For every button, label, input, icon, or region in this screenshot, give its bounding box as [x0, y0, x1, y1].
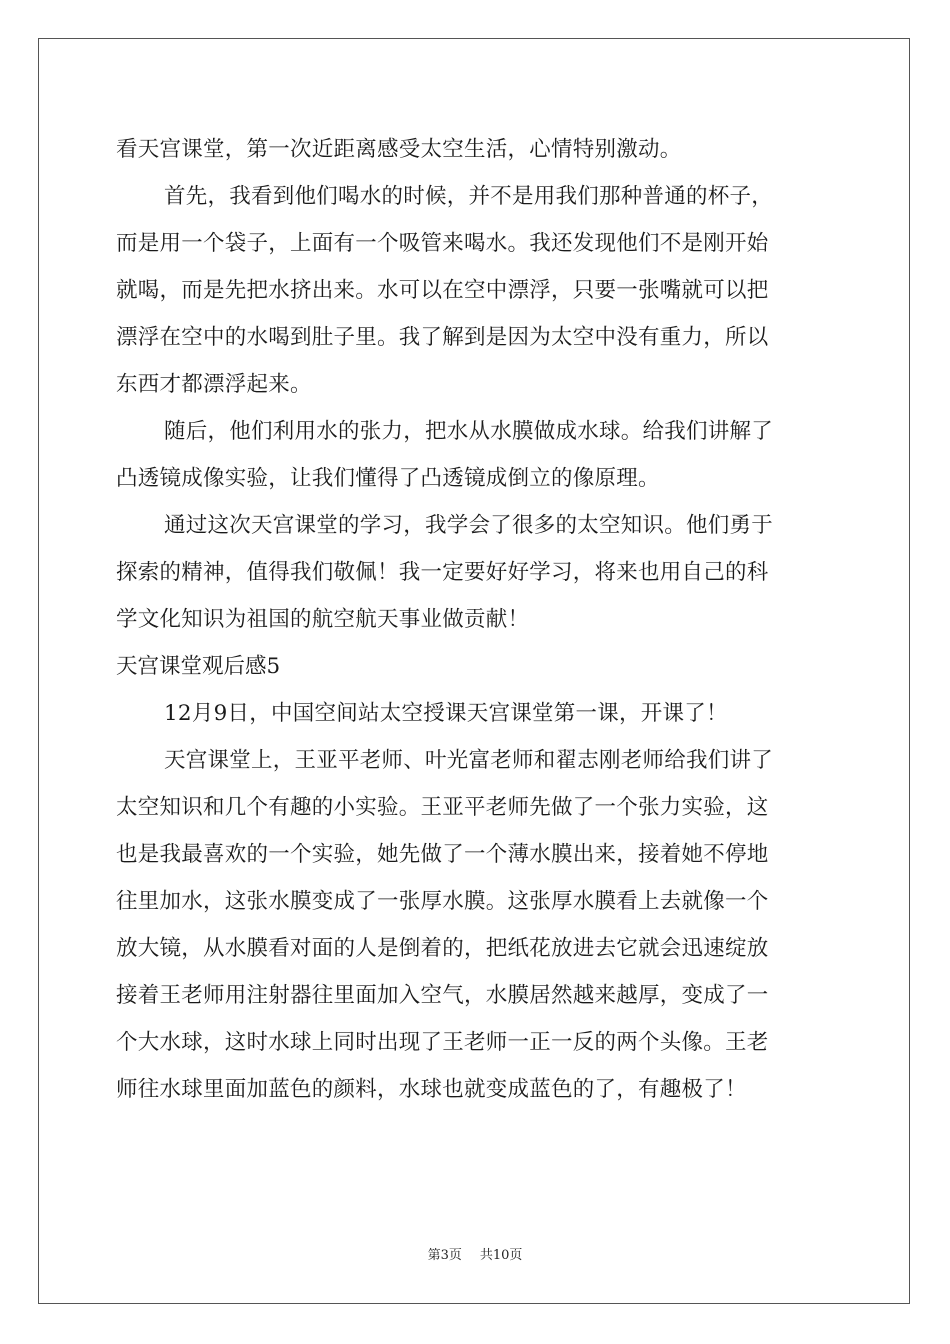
text-line: 也是我最喜欢的一个实验，她先做了一个薄水膜出来，接着她不停地 — [116, 842, 769, 867]
text-line: 漂浮在空中的水喝到肚子里。我了解到是因为太空中没有重力，所以 — [116, 325, 769, 350]
text-line: 往里加水，这张水膜变成了一张厚水膜。这张厚水膜看上去就像一个 — [116, 889, 769, 914]
text-line: 太空知识和几个有趣的小实验。王亚平老师先做了一个张力实验，这 — [116, 795, 769, 820]
page-number: 第3页 — [427, 1248, 462, 1263]
text-line: 看天宫课堂，第一次近距离感受太空生活，心情特别激动。 — [116, 137, 682, 162]
text-line: 东西才都漂浮起来。 — [116, 372, 312, 397]
total-pages: 共10页 — [479, 1248, 523, 1263]
section-heading: 天宫课堂观后感5 — [116, 654, 281, 679]
text-line: 探索的精神，值得我们敬佩！我一定要好好学习，将来也用自己的科 — [116, 560, 769, 585]
text-line: 师往水球里面加蓝色的颜料，水球也就变成蓝色的了，有趣极了！ — [116, 1077, 747, 1102]
text-line: 随后，他们利用水的张力，把水从水膜做成水球。给我们讲解了 — [164, 419, 774, 444]
text-line: 通过这次天宫课堂的学习，我学会了很多的太空知识。他们勇于 — [164, 513, 774, 538]
page-footer — [0, 1244, 950, 1263]
text-line: 首先，我看到他们喝水的时候，并不是用我们那种普通的杯子， — [164, 184, 774, 209]
text-line: 放大镜，从水膜看对面的人是倒着的，把纸花放进去它就会迅速绽放 — [116, 936, 769, 961]
text-line: 接着王老师用注射器往里面加入空气，水膜居然越来越厚，变成了一 — [116, 983, 769, 1008]
text-line: 凸透镜成像实验，让我们懂得了凸透镜成倒立的像原理。 — [116, 466, 660, 491]
text-line: 天宫课堂上，王亚平老师、叶光富老师和翟志刚老师给我们讲了 — [164, 748, 774, 773]
document-body — [116, 126, 836, 1113]
text-line: 12月9日，中国空间站太空授课天宫课堂第一课，开课了！ — [164, 701, 728, 726]
text-line: 而是用一个袋子，上面有一个吸管来喝水。我还发现他们不是刚开始 — [116, 231, 769, 256]
text-line: 就喝，而是先把水挤出来。水可以在空中漂浮，只要一张嘴就可以把 — [116, 278, 769, 303]
text-line: 个大水球，这时水球上同时出现了王老师一正一反的两个头像。王老 — [116, 1030, 769, 1055]
text-line: 学文化知识为祖国的航空航天事业做贡献！ — [116, 607, 530, 632]
